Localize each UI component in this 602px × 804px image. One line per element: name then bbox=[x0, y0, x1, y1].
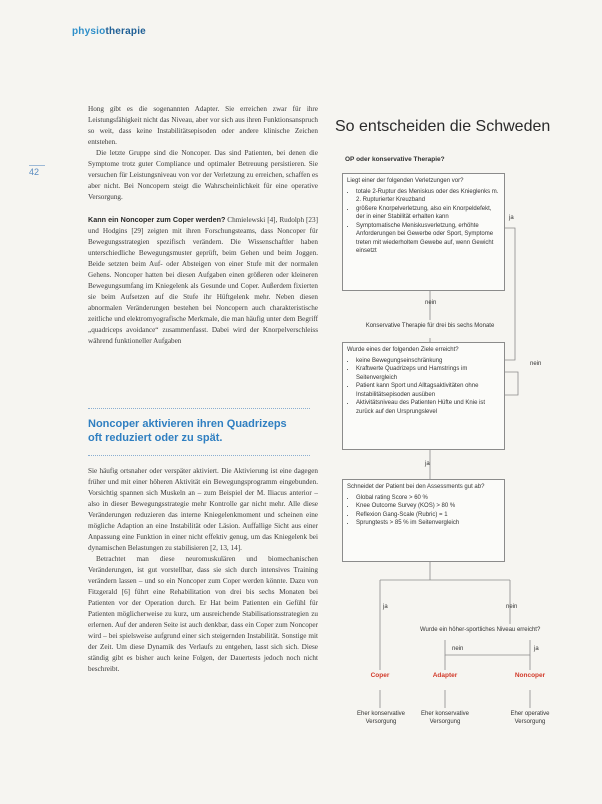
list-item: • Aktivitätsniveau des Patienten Hüfte und Knie ist zurück auf den Ursprungslevel bbox=[356, 399, 500, 416]
result-noncoper: Noncoper bbox=[514, 672, 546, 679]
paragraph: Die letzte Gruppe sind die Noncoper. Das sind Patienten, bei denen die Symptome trotz guter Compliance und optimaler Betreuung persistieren. Sie versuchen für Leistungsniveau von vor der Verletzung zu erreichen, schaffen es aber nicht. Bei Noncopern steigt die Wahrscheinlichkeit für eine operative Versorgung. bbox=[88, 149, 318, 201]
branch-label: ja bbox=[534, 646, 539, 652]
page-number: 42 bbox=[29, 165, 45, 177]
branch-label: nein bbox=[425, 300, 437, 306]
question-box-assessments bbox=[342, 479, 505, 562]
branch-label: ja bbox=[383, 604, 388, 610]
question-sport-level: Wurde ein höher-sportliches Niveau erreicht? bbox=[420, 627, 541, 633]
connector-line bbox=[505, 228, 515, 360]
result-coper: Coper bbox=[370, 672, 390, 679]
branch-label: nein bbox=[530, 361, 542, 367]
figure-title: So entscheiden die Schweden bbox=[335, 118, 551, 135]
branch-label: ja bbox=[509, 215, 514, 221]
paragraph-lead: Kann ein Noncoper zum Coper werden? bbox=[88, 215, 226, 224]
list-item: • größere Knorpelverletzung, also ein Knorpeldefekt, der in einer Stabilität erhalten kann bbox=[356, 205, 500, 222]
box-heading: Schneidet der Patient bei den Assessments gut ab? bbox=[347, 484, 485, 490]
criteria-list bbox=[347, 494, 500, 528]
result-adapter: Adapter bbox=[432, 672, 458, 679]
list-item: • Knee Outcome Survey (KOS) > 80 % bbox=[356, 502, 500, 511]
connector-line bbox=[505, 372, 518, 395]
list-item: • Reflexion Gang-Scale (Rubric) = 1 bbox=[356, 511, 500, 520]
list-item: • Symptomatische Meniskusverletzung, erhöhte Anforderungen bei Gewerbe oder Sport, Symptome treten mit wiederholtem Gewebe auf, wenn Gewicht einsetzt bbox=[356, 222, 500, 256]
brand-part-2: therapie bbox=[105, 26, 146, 37]
branch-label: nein bbox=[506, 604, 518, 610]
list-item: • Kraftwerte Quadrizeps und Hamstrings im Seitenvergleich bbox=[356, 365, 500, 382]
list-item: • totale 2-Ruptur des Meniskus oder des Knieglenks m. 2. Rupturierter Kreuzband bbox=[356, 188, 500, 205]
question-box-injuries bbox=[342, 173, 505, 291]
subheading-line: Noncoper aktivieren ihren Quadrizeps bbox=[88, 418, 287, 430]
paragraph-body: Chmielewski [4], Rudolph [23] und Hodgins [29] zeigten mit ihren Forschungsteams, dass Noncoper für Bewegungsstrategien spezifisch verändern. Die Wissenschaftler haben unterschiedliche Bewegungsmuster geprüft, beim Gehen und beim Joggen. Beide setzten beim Auf- oder Absteigen von einer Stufe mit der normalen Gehens. Noncoper hatten bei diesen Aufgaben einen größeren oder kleineren Bewegungsumfang im Kniegelenk als Gesunde und Coper. Außerdem fixierten sie beim Aufsetzen auf die Stufe ihr Hüftgelenk mehr. Neben diesen abnormalen Veränderungen bestehen bei Noncopern auch charakteristische zeitliche und elektromyografische Merkmale, die man häufig unter dem Begriff „quadriceps avoidance“ zusammenfasst. Dabei wird der Knorpelverschleiss während funktioneller Aufgaben bbox=[88, 216, 319, 345]
outcome-adapter: Eher konservative Versorgung bbox=[420, 711, 470, 725]
paragraph: Hong gibt es die sogenannten Adapter. Sie erreichen zwar für ihre Leistungsfähigkeit nicht das Niveau, aber vor sich aus ihren Funktionsanspruch so weit, dass keine Instabilitätsepisoden oder andere klinische Zeichen entstehen. bbox=[88, 105, 318, 146]
question-box-goals bbox=[342, 342, 505, 450]
criteria-list bbox=[347, 357, 500, 417]
box-heading: Liegt einer der folgenden Verletzungen vor? bbox=[347, 178, 464, 184]
list-item: • Patient kann Sport und Alltagsaktivitäten ohne Instabilitätsepisoden ausüben bbox=[356, 382, 500, 399]
outcome-noncoper: Eher operative Versorgung bbox=[510, 711, 550, 725]
box-heading: Wurde eines der folgenden Ziele erreicht? bbox=[347, 347, 459, 353]
figure-subtitle: OP oder konservative Therapie? bbox=[345, 156, 445, 163]
paragraph: Sie häufig ortsnaher oder verspäter aktiviert. Die Aktivierung ist eine dagegen früher und mit einer höheren Aktivität ein Bewegungsprogramm eingebunden. Vorsichtig spannen sich Muskeln an – zum Beispiel der M. Iliacus anterior – also in dieser Bewegungsstrategie mehr Kontrolle gar nicht mehr. Alle diese Veränderungen reduzieren das interne Kniegelenkmoment und scheinen eine mögliche Adaption an eine Instabilität oder Läsion. Auffallige Sicht aus einer Anpassung eine Funktion in einer nicht effektiv genug, um das Kniegelenk bei dynamischen Belastungen zu stabilisieren [2, 13, 14]. bbox=[88, 467, 318, 552]
brand-part-1: physio bbox=[72, 26, 106, 37]
outcome-coper: Eher konservative Versorgung bbox=[356, 711, 406, 725]
branch-label: ja bbox=[425, 461, 430, 467]
list-item: • Global rating Score > 60 % bbox=[356, 494, 500, 503]
branch-label: nein bbox=[452, 646, 464, 652]
subheading-line: oft reduziert oder zu spät. bbox=[88, 432, 223, 444]
criteria-list bbox=[347, 188, 500, 256]
list-item: • Sprungtests > 85 % im Seitenvergleich bbox=[356, 519, 500, 528]
list-item: • keine Bewegungseinschränkung bbox=[356, 357, 500, 366]
paragraph: Betrachtet man diese neuromuskulären und biomechanischen Veränderungen, ist gut vorstellbar, dass sie sich durch intensives Training verändern lassen – und so ein Noncoper zum Coper werden könnte. Dazu von Fitzgerald [6] führt eine Rehabilitation von drei bis sechs Monaten bei Patienten vor der Operation durch. Er Hat beim Patienten ein Gefühl für Patienten möglicherweise zu kurz, um ausreichende Stabilisationsstrategien zu erlernen. Auf der anderen Seite ist auch denkbar, dass ein Coper zum Noncoper wird – bei spielsweise aufgrund einer sich steigernden Instabilität. Sonstige mit der Zeit. Um diese Dynamik des Verlaufs zu entgehen, lasst sich sich. Diese ständig gibt es bisher auch keine Folgen, der Dauertests jedoch noch nicht beschreibt. bbox=[88, 555, 318, 673]
step-conservative-therapy: Konservative Therapie für drei bis sechs Monate bbox=[365, 323, 495, 329]
